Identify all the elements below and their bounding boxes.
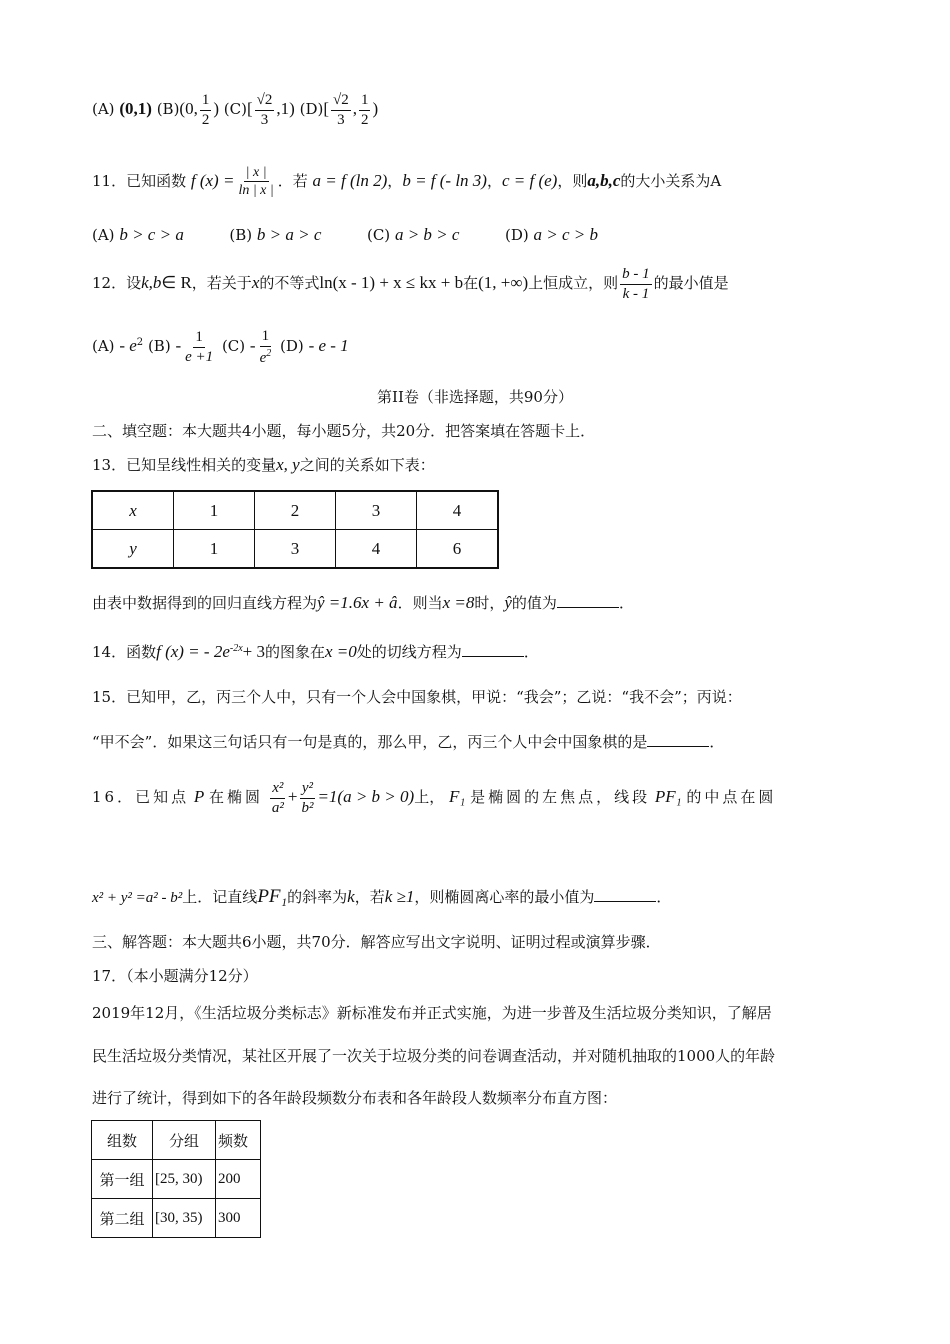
q14-x0: x =0 bbox=[325, 642, 357, 661]
frac-num: 1 bbox=[193, 329, 205, 348]
q16-answer-blank[interactable] bbox=[594, 887, 656, 902]
table-row bbox=[92, 1160, 261, 1199]
q10-option-d-label: (D) bbox=[299, 100, 324, 118]
q13-vars: x, y bbox=[276, 455, 300, 474]
frac-den: 2 bbox=[360, 111, 369, 128]
q13-prefix: 13．已知呈线性相关的变量 bbox=[92, 456, 277, 474]
q12-t5: 的最小值是 bbox=[653, 274, 729, 292]
q13-after-end: 的值为 bbox=[511, 594, 557, 612]
q14-function-tail: + 3 bbox=[242, 642, 265, 661]
q13-after-tail: 时， bbox=[474, 594, 505, 612]
q16-line2-t2: 的斜率为 bbox=[287, 888, 348, 906]
q16-t4: 的中点在圆 bbox=[686, 788, 777, 806]
q12-t3: 在 bbox=[463, 274, 479, 292]
table-cell: 1 bbox=[174, 530, 255, 569]
q12-prefix: 12．设 bbox=[92, 274, 142, 292]
frac-den: a² bbox=[271, 799, 284, 816]
table-header: 频数 bbox=[216, 1121, 261, 1160]
q10-option-c-frac bbox=[255, 92, 275, 128]
q17-title: 17．（本小题满分12分） bbox=[92, 967, 258, 985]
table-cell: 第一组 bbox=[92, 1160, 153, 1199]
q16-line2 bbox=[92, 887, 671, 906]
q16-period: ． bbox=[656, 888, 672, 906]
q12-option-d: - e - 1 bbox=[308, 336, 349, 355]
q12-frac bbox=[620, 266, 652, 302]
q11-option-b: b > a > c bbox=[256, 225, 322, 244]
q11-function: f (x) = bbox=[190, 170, 235, 190]
q10-option-b-label: (B) bbox=[156, 100, 180, 118]
q17-paragraph-line3: 进行了统计，得到如下的各年龄段频数分布表和各年龄段人数频率分布直方图： bbox=[92, 1089, 618, 1107]
q12-option-a: - e bbox=[119, 336, 137, 355]
q16-point-p: P bbox=[193, 787, 205, 806]
frac-num: √2 bbox=[255, 92, 275, 111]
q14-suffix: 处的切线方程为 bbox=[356, 643, 462, 661]
q15-answer-blank[interactable] bbox=[647, 732, 709, 747]
q14-mid: 的图象在 bbox=[265, 643, 326, 661]
table-cell: 第二组 bbox=[92, 1199, 153, 1238]
q16-frac1 bbox=[270, 780, 286, 816]
q10-option-b-frac bbox=[200, 92, 212, 128]
q12-option-b-label: (B) bbox=[147, 337, 171, 355]
q13-stem bbox=[92, 456, 435, 473]
table-header-y: y bbox=[92, 530, 174, 569]
q12-option-d-label: (D) bbox=[280, 337, 304, 355]
q11-option-d: a > c > b bbox=[533, 225, 599, 244]
q10-option-c-post: ,1) bbox=[276, 99, 295, 118]
frac-num: 1 bbox=[200, 92, 212, 111]
table-cell: 2 bbox=[255, 491, 336, 530]
q11-options bbox=[92, 226, 598, 243]
q12-option-c-label: (C) bbox=[221, 337, 246, 355]
q11-c-def: c = f (e) bbox=[501, 170, 558, 190]
q10-option-d-frac bbox=[331, 92, 351, 128]
table-cell: 4 bbox=[417, 491, 499, 530]
table-cell: 1 bbox=[174, 491, 255, 530]
q16-line1 bbox=[92, 780, 776, 816]
frac-num: 1 bbox=[260, 328, 272, 347]
q10-option-d-pre: [ bbox=[323, 99, 329, 118]
q17-paragraph-line1: 2019年12月，《生活垃圾分类标志》新标准发布并正式实施，为进一步普及生活垃圾分类知识，了解居 bbox=[92, 1004, 772, 1022]
q11-stem bbox=[92, 165, 721, 199]
q11-option-b-label: (B) bbox=[229, 226, 253, 244]
q11-option-a: b > c > a bbox=[119, 225, 184, 244]
q12-kb: k,b bbox=[141, 273, 162, 292]
q13-answer-blank[interactable] bbox=[557, 593, 619, 608]
q13-period: ． bbox=[618, 594, 634, 612]
q13-equation: ŷ =1.6x + â bbox=[317, 593, 398, 612]
frac-den: e +1 bbox=[185, 348, 214, 365]
q11-option-c: a > b > c bbox=[394, 225, 460, 244]
q13-yhat: ŷ bbox=[504, 593, 512, 612]
q13-after-mid: ．则当 bbox=[397, 594, 443, 612]
q16-pf1: PF₁ bbox=[654, 787, 682, 806]
q12-option-a-label: (A) bbox=[92, 337, 115, 355]
frac-num: √2 bbox=[331, 92, 351, 111]
q16-line2-cond: k ≥1 bbox=[384, 887, 415, 906]
q16-f1: F₁ bbox=[448, 787, 466, 806]
q13-data-table bbox=[91, 490, 499, 569]
frac-num: x² bbox=[270, 780, 285, 799]
frac-den-sup: 2 bbox=[266, 347, 272, 359]
q14-answer-blank[interactable] bbox=[462, 642, 524, 657]
q16-ellipse-eq: =1(a > b > 0) bbox=[317, 787, 415, 806]
table-row-x bbox=[92, 491, 498, 530]
q10-option-d-frac2 bbox=[359, 92, 371, 128]
table-cell: 4 bbox=[336, 530, 417, 569]
q12-interval: (1, +∞) bbox=[478, 273, 529, 292]
q16-line2-pf1: PF₁ bbox=[257, 886, 288, 907]
q10-option-a-value: (0,1) bbox=[119, 99, 152, 118]
q12-t4: 上恒成立，则 bbox=[528, 274, 619, 292]
table-header-row bbox=[92, 1121, 261, 1160]
frac-den bbox=[258, 347, 274, 367]
q15-line2 bbox=[92, 732, 724, 750]
section2-heading: 二、填空题：本大题共4小题，每小题5分，共20分．把答案填在答题卡上． bbox=[92, 422, 596, 440]
q12-option-c-pre: - bbox=[249, 336, 256, 355]
q11-mid: ．若 bbox=[277, 171, 308, 190]
q16-t1: 在椭圆 bbox=[209, 788, 264, 806]
frac-den: 3 bbox=[337, 111, 345, 128]
q12-stem bbox=[92, 266, 729, 302]
q10-option-b-pre: (0, bbox=[179, 99, 198, 118]
q16-line2-t4: ，则椭圆离心率的最小值为 bbox=[414, 888, 595, 906]
q11-abc: a,b,c bbox=[587, 170, 621, 190]
table-cell: 3 bbox=[255, 530, 336, 569]
q17-frequency-table bbox=[91, 1120, 261, 1238]
q13-question bbox=[92, 593, 634, 611]
q16-t2: 上， bbox=[414, 788, 445, 806]
frac-num: 1 bbox=[359, 92, 371, 111]
q10-option-c-label: (C) bbox=[223, 100, 247, 118]
q13-x-value: x =8 bbox=[442, 593, 475, 612]
table-row-y bbox=[92, 530, 498, 569]
table-header-x: x bbox=[92, 491, 174, 530]
table-cell: [25, 30) bbox=[153, 1160, 216, 1199]
q16-plus: + bbox=[287, 787, 298, 806]
q16-prefix: 16．已知点 bbox=[92, 788, 190, 806]
q11-option-d-label: (D) bbox=[505, 226, 529, 244]
q10-options bbox=[92, 92, 378, 128]
q16-t3: 是椭圆的左焦点，线段 bbox=[470, 788, 651, 806]
table-row bbox=[92, 1199, 261, 1238]
q10-option-d-post: ) bbox=[372, 99, 379, 118]
q13-suffix: 之间的关系如下表： bbox=[299, 456, 435, 474]
q15-line1: 15．已知甲，乙，丙三个人中，只有一个人会中国象棋，甲说：“我会”；乙说：“我不会”；丙说： bbox=[92, 688, 742, 706]
q12-inequality: ln(x - 1) + x ≤ kx + b bbox=[319, 273, 464, 292]
q11-prefix: 11．已知函数 bbox=[92, 171, 187, 190]
q12-in-r: ∈ R bbox=[161, 273, 192, 292]
q13-after-prefix: 由表中数据得到的回归直线方程为 bbox=[92, 594, 318, 612]
frac-num: b - 1 bbox=[620, 266, 652, 285]
table-header: 组数 bbox=[92, 1121, 153, 1160]
section3-heading: 三、解答题：本大题共6小题，共70分．解答应写出文字说明、证明过程或演算步骤． bbox=[92, 933, 661, 951]
q16-line2-t1: 上．记直线 bbox=[182, 888, 258, 906]
q11-a-def: a = f (ln 2) bbox=[312, 170, 388, 190]
q12-option-b-frac bbox=[183, 329, 215, 365]
q10-option-a-label: (A) bbox=[92, 100, 115, 118]
table-header: 分组 bbox=[153, 1121, 216, 1160]
q16-line2-t3: ，若 bbox=[354, 888, 385, 906]
q14-exponent: -2x bbox=[229, 643, 243, 654]
q11-option-a-label: (A) bbox=[92, 226, 115, 244]
q12-option-c-frac bbox=[258, 328, 274, 366]
q12-option-b-pre: - bbox=[175, 336, 182, 355]
part2-title: 第II卷（非选择题，共90分） bbox=[377, 388, 573, 406]
q10-option-c-pre: [ bbox=[246, 99, 253, 118]
frac-num: y² bbox=[300, 780, 315, 799]
table-cell: 6 bbox=[417, 530, 499, 569]
q16-line2-k: k bbox=[347, 887, 355, 906]
q14-period: ． bbox=[523, 643, 539, 661]
q17-paragraph-line2: 民生活垃圾分类情况，某社区开展了一次关于垃圾分类的问卷调查活动，并对随机抽取的1000人的年龄 bbox=[92, 1047, 776, 1065]
q11-option-c-label: (C) bbox=[366, 226, 391, 244]
frac-den: k - 1 bbox=[622, 285, 650, 302]
q14-prefix: 14．函数 bbox=[92, 643, 157, 661]
table-cell: 200 bbox=[216, 1160, 261, 1199]
q12-options bbox=[92, 328, 349, 366]
q11-comma2: ， bbox=[486, 171, 502, 190]
q11-suffix: ，则 bbox=[557, 171, 588, 190]
table-cell: 300 bbox=[216, 1199, 261, 1238]
q16-frac2 bbox=[299, 780, 315, 816]
q10-option-b-post: ) bbox=[213, 99, 220, 118]
q15-line2-text: “甲不会”．如果这三句话只有一句是真的，那么甲，乙，丙三个人中会中国象棋的是 bbox=[92, 733, 648, 751]
frac-den: b² bbox=[301, 799, 314, 816]
q15-period: ． bbox=[709, 733, 725, 751]
q12-x: x bbox=[251, 273, 260, 292]
frac-den: 3 bbox=[260, 111, 269, 128]
q12-option-a-sup: 2 bbox=[136, 337, 144, 348]
frac-num: | x | bbox=[244, 165, 269, 182]
q11-frac bbox=[236, 165, 275, 199]
q11-tail: 的大小关系为A bbox=[620, 171, 722, 190]
table-cell: [30, 35) bbox=[153, 1199, 216, 1238]
frac-den: 2 bbox=[201, 111, 210, 128]
q12-t2: 的不等式 bbox=[259, 274, 320, 292]
q12-t1: ，若关于 bbox=[191, 274, 252, 292]
frac-den-base: e bbox=[259, 349, 267, 366]
table-cell: 3 bbox=[336, 491, 417, 530]
q16-circle-eq: x² + y² =a² - b² bbox=[92, 890, 183, 906]
q14-function: f (x) = - 2e bbox=[156, 642, 230, 661]
q11-b-def: b = f (- ln 3) bbox=[402, 170, 487, 190]
q11-comma1: ， bbox=[387, 171, 403, 190]
frac-den: ln | x | bbox=[238, 183, 274, 199]
q10-option-d-mid: , bbox=[352, 99, 357, 118]
q14-stem bbox=[92, 642, 539, 660]
